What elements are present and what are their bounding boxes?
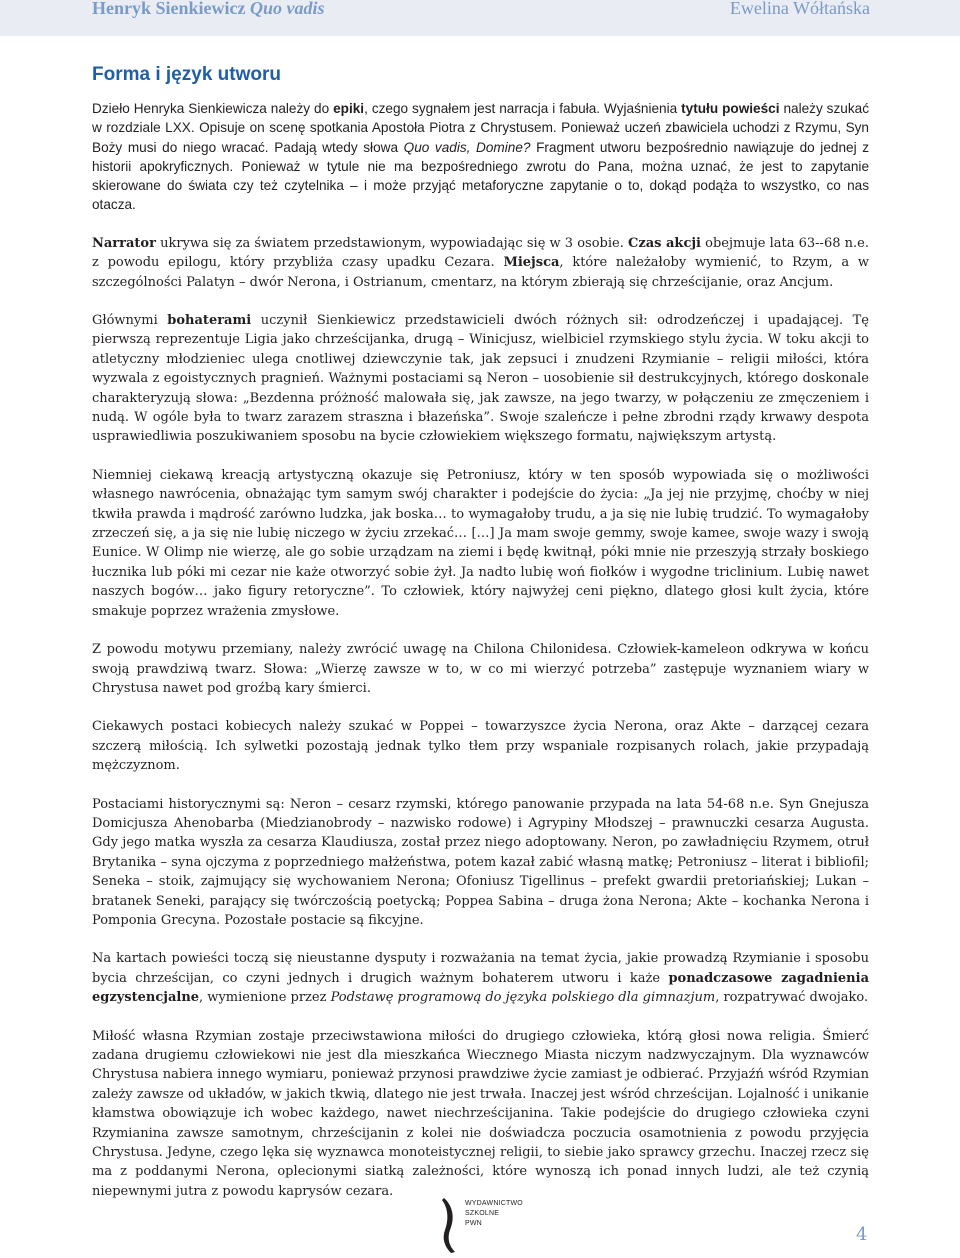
text-run: , wymienione przez: [199, 990, 331, 1006]
paragraph-love: Miłość własna Rzymian zostaje przeciwstawiona miłości do drugiego człowieka, którą głosi nowa religia. Śmierć zadana drugiemu człowiekowi nie jest dla mieszkańca Wiecznego Miasta niczym nadzwyczajnym. Dla wyznawców Chrystusa nabiera innego wymiaru, ponieważ przynosi prawdziwe życie zamiast je odbierać. Przyjaźń wśród Rzymian zależy zawsze od układów, w jakich tkwią, dlatego nie jest trwała. Inaczej jest wśród chrześcijan. Lojalność i unikanie kłamstwa obowiązuje ich wobec każdego, nawet niechrześcijanina. Takie podejście do drugiego człowieka czyni Rzymianina zawsze samotnym, chrześcijanin z kolei nie doświadcza poczucia osamotnienia z powodu przyjęcia Chrystusa. Jedyne, czego lęka się wyznawca monoteistycznej religii, to siebie jako sprawcy grzechu. Inaczej rzecz się ma z poddanymi Nerona, oplecionymi siatką zależności, które wynoszą ich ponad innych ludzi, ale też czynią niepewnymi jutra z powodu kaprysów cezara.: [92, 1028, 869, 1199]
page-number: 4: [856, 1224, 868, 1245]
text-run: , które należałoby wymienić, to Rzym, a w szczególności Palatyn – dwór Nerona, i Ostrianum, cmentarz, na którym zbierają się chrześcijanie, oraz Ancjum.: [92, 255, 869, 290]
bold-term: epiki: [333, 101, 365, 116]
bold-term: Czas akcji: [628, 235, 701, 251]
header-author-title: [92, 0, 325, 17]
text-run: obejmuje lata 63--68 n.e. z powodu epilogu, który przybliża czasy upadku Cezara.: [92, 235, 869, 271]
publisher-logo: [441, 1196, 521, 1256]
italic-title: Podstawę programową do języka polskiego dla gimnazjum: [330, 990, 716, 1006]
text-run: Głównymi: [92, 313, 168, 328]
publisher-line-3: PWN: [465, 1220, 482, 1227]
article-body: [92, 99, 869, 1201]
paragraph-chilon: Z powodu motywu przemiany, należy zwrócić uwagę na Chilona Chilonidesa. Człowiek-kameleon odkrywa w końcu swoją prawdziwą twarz. Słowa: „Wierzę zawsze w to, w co mi wierzyć potrzeba” zastępuje wyznaniem wiary w Chrystusa nawet pod groźbą kary śmierci.: [92, 642, 869, 696]
paragraph-women: Ciekawych postaci kobiecych należy szukać w Poppei – towarzyszce życia Nerona, oraz Akte – darzącej cezara szczerą miłością. Ich sylwetki pozostają jednak tylko tłem przy wspaniale rozpisanych rolach, jakie przypadają mężczyznom.: [92, 719, 869, 774]
bold-term: bohaterami: [167, 313, 252, 328]
paragraph-heroes: [92, 311, 869, 447]
paragraph-historical: Postaciami historycznymi są: Neron – cesarz rzymski, którego panowanie przypada na lata 54-68 n.e. Syn Gnejusza Domicjusza Ahenobarba (Miedzianobrody – nazwisko rodowe) i Agrypiny Młodszej – prawnuczki cesarza Augusta. Gdy jego matka wyszła za cesarza Klaudiusza, został przez niego adoptowany. Neron, po zawładnięciu Rzymem, otruł Brytanika – syna ojczyma z poprzedniego małżeństwa, potem kazał zabić własną matkę; Petroniusz – literat i bibliofil; Seneka – stoik, zajmujący się wychowaniem Nerona; Ofoniusz Tigellinus – prefekt gwardii pretoriańskiej; Lukan – bratanek Seneki, parający się twórczością poetycką; Poppea Sabina – druga żona Nerona; Akte – kochanka Nerona i Pomponia Grecyna. Pozostałe postacie są fikcyjne.: [92, 796, 869, 928]
text-run: należy szukać w rozdziale LXX. Opisuje on scenę spotkania Apostoła Piotra z Chrystusem. Ponieważ uczeń zbawiciela uchodzi z Rzymu, Syn Boży musi do niego wracać. Padają wtedy słowa: [92, 101, 869, 155]
text-run: , czego sygnałem jest narracja i fabuła. Wyjaśnienia: [364, 101, 682, 116]
paragraph-disputes: [92, 949, 869, 1007]
text-run: Fragment utworu bezpośrednio nawiązuje do jednej z historii apokryficznych. Ponieważ w tytule nie ma bezpośredniego zwrotu do Pana, można uznać, że jest to zapytanie skierowane do świata czy też czytelnika – i może przyjąć metaforyczne zapytanie o to, dokąd podąża to wszystko, co nas otacza.: [92, 139, 869, 213]
header-book-title: Quo vadis: [250, 0, 325, 18]
publisher-line-2: SZKOLNE: [465, 1210, 500, 1217]
italic-quote: Quo vadis, Domine?: [403, 139, 531, 155]
publisher-line-1: WYDAWNICTWO: [465, 1200, 523, 1207]
page-header: [0, 0, 960, 36]
publisher-name: [465, 1199, 523, 1229]
bold-term: Narrator: [92, 235, 156, 251]
publisher-logo-icon: [441, 1196, 461, 1254]
bold-term: tytułu powieści: [681, 101, 780, 116]
bold-term: Miejsca: [503, 255, 560, 271]
text-run: Na kartach powieści toczą się nieustanne dysputy i rozważania na temat życia, jakie prowadzą Rzymianie i sposobu bycia chrześcijan, co czyni jednych i drugich ważnym bohaterem utworu i każe: [92, 951, 869, 986]
paragraph-petronius: Niemniej ciekawą kreacją artystyczną okazuje się Petroniusz, który w ten sposób wypowiada się o możliwości własnego nawrócenia, obnażając tym samym swój charakter i podejście do życia: „Ja jej nie przyjmę, choćby w niej tkwiła prawda i mądrość zarówno ludzka, jak boska… to wymagałoby trudu, a ja się nie lubię trudzić. To wymagałoby zrzeczeń się, a ja się nie lubię niczego w życiu zrzekać… […] Ja mam swoje gemmy, swoje kamee, swoje wazy i swoją Eunice. W Olimp nie wierzę, ale go sobie urządzam na ziemi i będę kwitnął, póki mnie nie przeszyją strzały boskiego łucznika lub póki mi cezar nie każe otworzyć sobie żył. Ja nadto lubię woń fiołków i wygodne triclinium. Lubię nawet naszych bogów… jako figury retoryczne”. To człowiek, który najwyżej ceni piękno, dlatego głosi kult życia, które smakuje poprzez wrażenia zmysłowe.: [92, 467, 869, 619]
paragraph-intro: [92, 99, 869, 215]
section-title: Forma i język utworu: [92, 64, 281, 85]
bold-term: ponadczasowe zagadnienia egzystencjalne: [92, 970, 869, 1006]
text-run: uczynił Sienkiewicz przedstawicieli dwóch różnych sił: odrodzeńczej i upadającej. Tę pierwszą reprezentuje Ligia jako chrześcijanka, drugą – Winicjusz, wielbiciel rzymskiego stylu życia. W toku akcji to atletyczny młodzieniec ulega cnotliwej dziewczynie tak, jak zepsuci i znudzeni Rzymianie – religii miłości, która wyzwala z egoistycznych pragnień. Ważnymi postaciami są Neron – uosobienie sił destrukcyjnych, którego doskonale charakteryzują słowa: „Bezdenna próżność malowała się, jak zawsze, na jego twarzy, w połączeniu ze zmęczeniem i nudą. W ogóle była to twarz zarazem straszna i błazeńska”. Swoje szaleńcze i pełne zbrodni rządy krwawy despota usprawiedliwia poszukiwaniem sposobu na bycie człowiekiem większego formatu, największym artystą.: [92, 313, 869, 445]
text-run: ukrywa się za światem przedstawionym, wypowiadając się w 3 osobie.: [155, 235, 628, 251]
paragraph-narrator: [92, 234, 869, 292]
text-run: , rozpatrywać dwojako.: [715, 990, 869, 1006]
header-teacher: Ewelina Wółtańska: [729, 0, 870, 18]
text-run: Dzieło Henryka Sienkiewicza należy do: [92, 101, 334, 116]
header-author: Henryk Sienkiewicz: [92, 0, 246, 18]
